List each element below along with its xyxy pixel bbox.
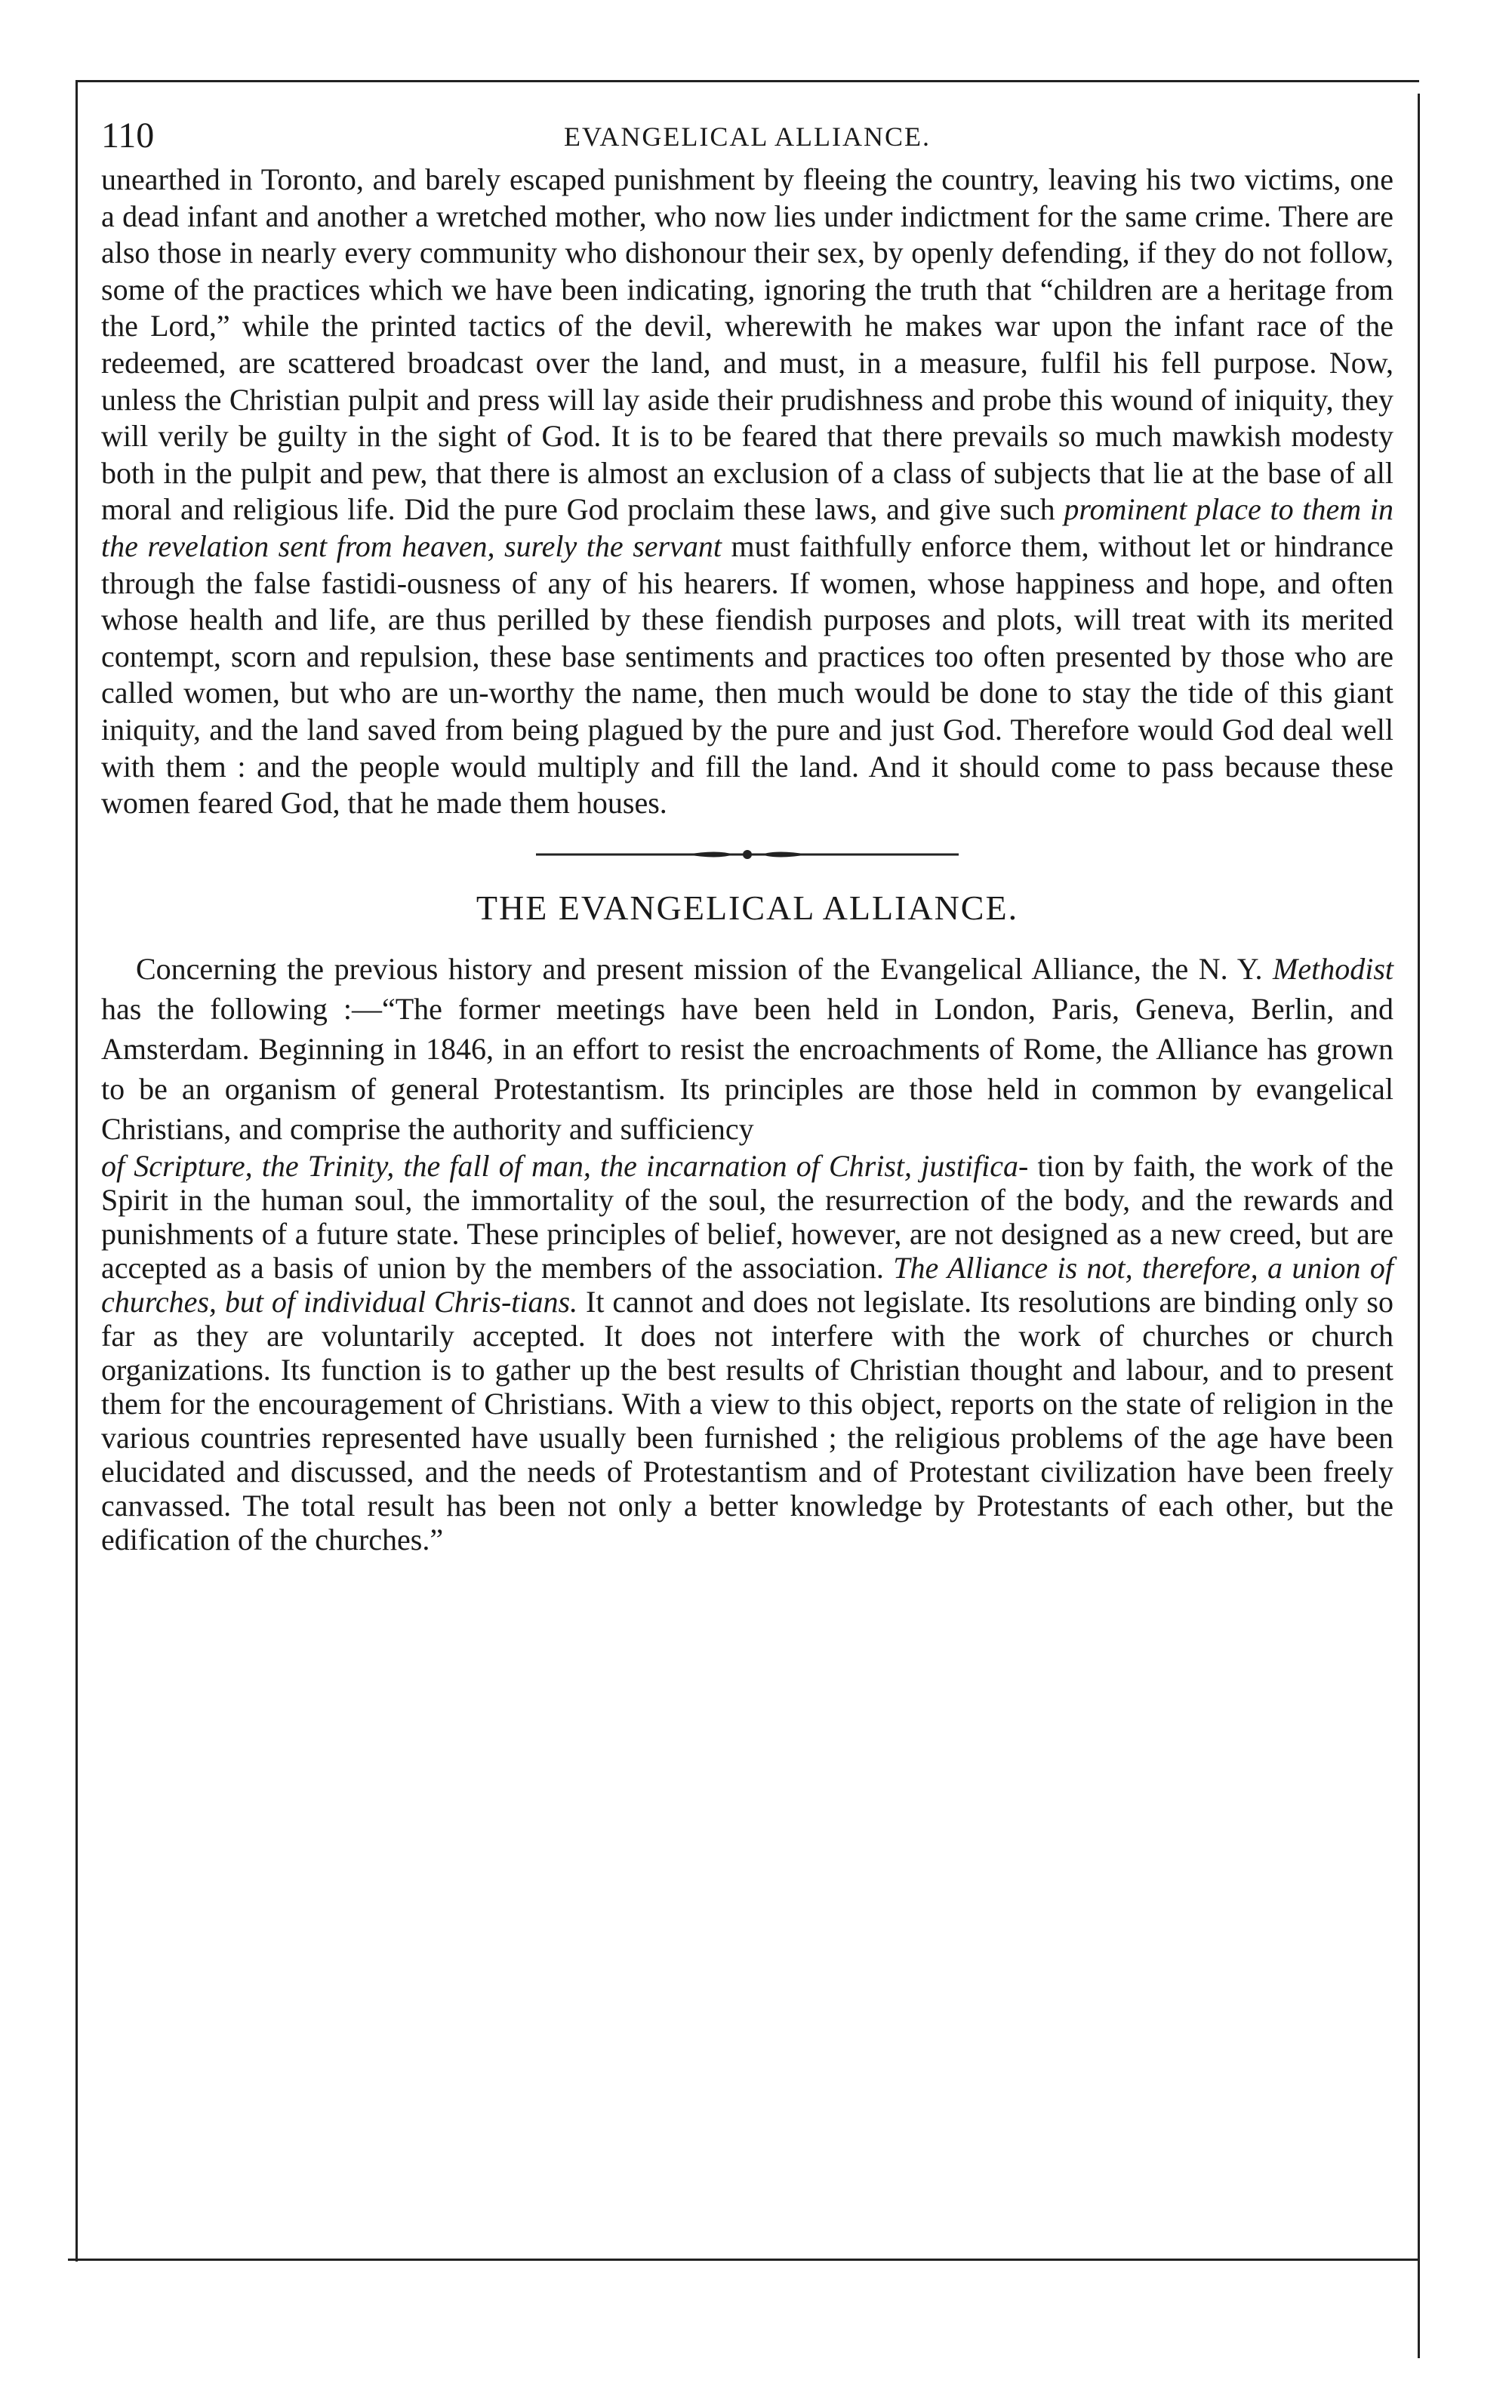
italic-emphasis: of Scripture, the Trinity, the fall of man, the incarnation of Christ, justifica-: [101, 1148, 1029, 1183]
page-border-bottom: [68, 2259, 1419, 2261]
paragraph-text: has the following :—“The former meetings have been held in London, Paris, Geneva, Berlin, and Amsterdam. Beginning in 1846, in an effort to resist the encroachments of Rome, the Alliance has grown to be an organism of general Protestantism. Its principles are those held in common by evangelical Christians, and comprise the authority and sufficiency: [101, 991, 1393, 1146]
running-head: [101, 113, 1393, 162]
italic-emphasis: prominent place to them in the revelation sent from heaven, surely the servant: [101, 492, 1393, 563]
italic-emphasis: The Alliance is not, therefore, a union of churches, but of individual Chris-tians.: [101, 1250, 1393, 1319]
paragraph-continued-block: [101, 1149, 1393, 1557]
page-border-top: [75, 80, 1419, 82]
page-border-left: [75, 80, 78, 2262]
page-number: 110: [101, 115, 155, 156]
section-title: THE EVANGELICAL ALLIANCE.: [476, 888, 1019, 927]
page-border-right: [1418, 94, 1420, 2358]
italic-source-name: Methodist: [1273, 951, 1393, 986]
evangelical-alliance-paragraph: [101, 949, 1393, 1557]
article-continuation-paragraph: [101, 162, 1393, 822]
running-title: EVANGELICAL ALLIANCE.: [564, 122, 931, 152]
section-divider-ornament: [536, 843, 959, 866]
divider-ornament-icon: [536, 843, 959, 866]
paragraph-text: unearthed in Toronto, and barely escaped punishment by fleeing the country, leaving his two victims, one a dead infant and another a wretched mother, who now lies under indictment for the same crime. There are also those in nearly every community who dishonour their sex, by openly defending, if they do not follow, some of the practices which we have been indicating, ignoring the truth that “children are a heritage from the Lord,” while the printed tactics of the devil, wherewith he makes war upon the infant race of the redeemed, are scattered broadcast over the land, and must, in a measure, fulfil his fell purpose. Now, unless the Christian pulpit and press will lay aside their prudishness and probe this wound of iniquity, they will verily be guilty in the sight of God. It is to be feared that there prevails so much mawkish modesty both in the pulpit and pew, that there is almost an exclusion of a class of subjects that lie at the base of all moral and religious life. Did the pure God proclaim these laws, and give such: [101, 162, 1393, 527]
paragraph-text: Concerning the previous history and present mission of the Evangelical Alliance, the N. Y.: [136, 951, 1273, 986]
paragraph-text: It cannot and does not legislate. Its resolutions are binding only so far as they are voluntarily accepted. It does not interfere with the work of churches or church organizations. Its function is to gather up the best results of Christian thought and labour, and to present them for the encouragement of Christians. With a view to this object, reports on the state of religion in the various countries represented have usually been furnished ; the religious problems of the age have been elucidated and discussed, and the needs of Protestantism and of Protestant civilization have been freely canvassed. The total result has been not only a better knowledge by Protestants of each other, but the edification of the churches.”: [101, 1284, 1393, 1557]
paragraph-text: must faithfully enforce them, without let or hindrance through the false fastidi-ousness of any of his hearers. If women, whose happiness and hope, and often whose health and life, are thus perilled by these fiendish purposes and plots, will treat with its merited contempt, scorn and repulsion, these base sentiments and practices too often presented by those who are called women, but who are un-worthy the name, then much would be done to stay the tide of this giant iniquity, and the land saved from being plagued by the pure and just God. Therefore would God deal well with them : and the people would multiply and fill the land. And it should come to pass because these women feared God, that he made them houses.: [101, 528, 1393, 821]
book-page: [101, 113, 1393, 1557]
paragraph-text: tion by faith, the work of the Spirit in the human soul, the immortality of the soul, the resurrection of the body, and the rewards and punishments of a future state. These principles of belief, however, are not designed as a new creed, but are accepted as a basis of union by the members of the association.: [101, 1148, 1393, 1285]
